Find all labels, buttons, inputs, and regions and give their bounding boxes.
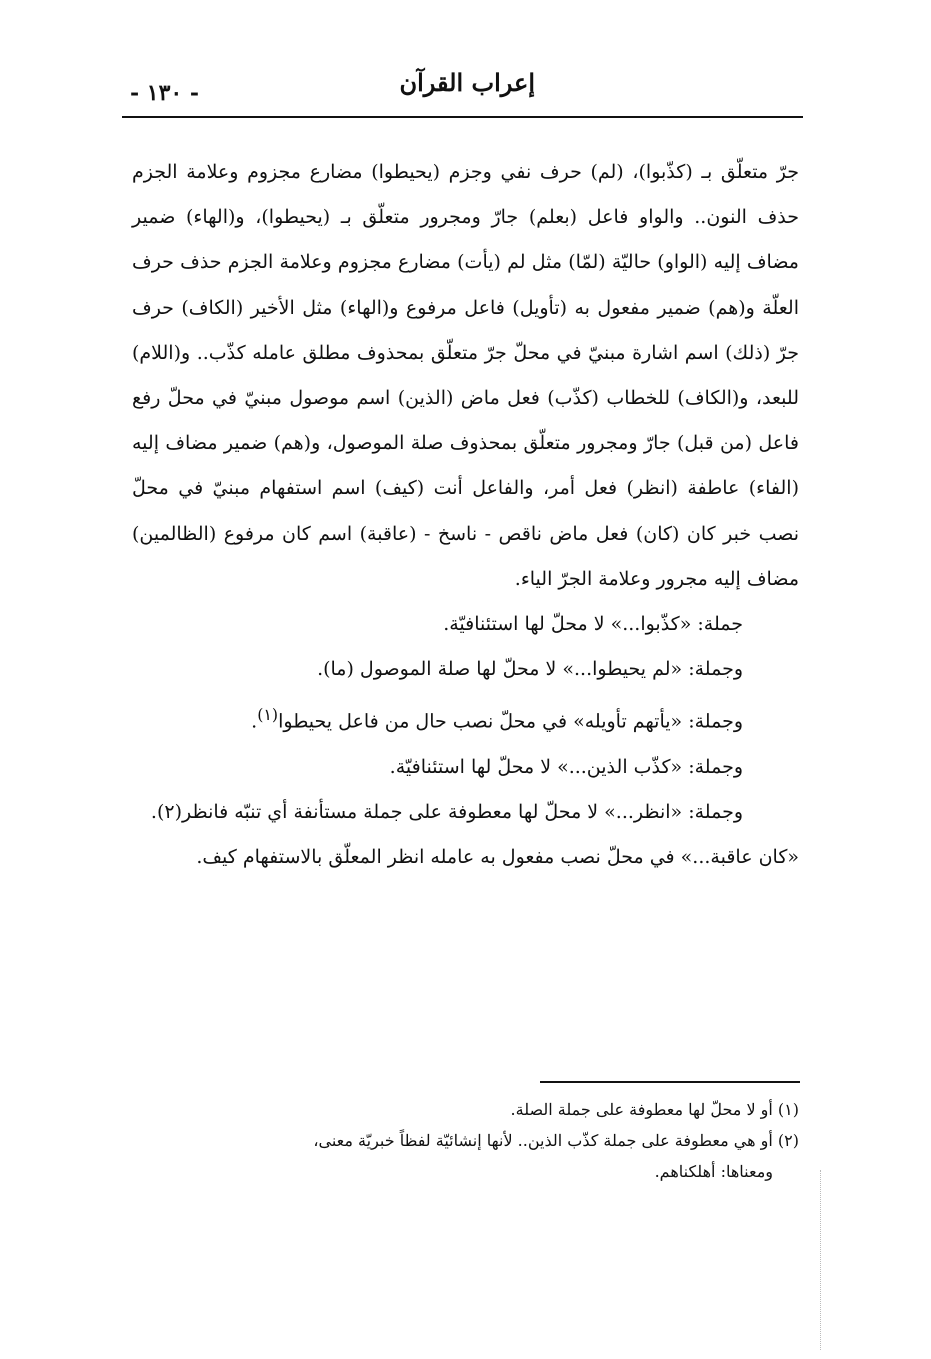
scan-margin-mark	[820, 1170, 822, 1350]
main-text	[132, 150, 799, 881]
clause-line-5: وجملة: «انظر...» لا محلّ لها معطوفة على جملة مستأنفة أي تنبّه فانظر(٢).	[150, 801, 743, 824]
footnote-ref-2: (٢)	[156, 801, 183, 824]
footnote-ref-1: (١)	[257, 705, 279, 725]
clause-line-6: «كان عاقبة...» في محلّ نصب مفعول به عامله انظر المعلّق بالاستفهام كيف.	[196, 846, 799, 869]
footnote-2: (٢) أو هي معطوفة على جملة كذّب الذين.. لأنها إنشائيّة لفظاً خبريّة معنى،	[313, 1131, 799, 1150]
page-title: إعراب القرآن	[399, 68, 535, 97]
footnote-divider	[540, 1081, 800, 1083]
clause-line-2: وجملة: «لم يحيطوا...» لا محلّ لها صلة الموصول (ما).	[317, 658, 743, 681]
clause-line-3: وجملة: «يأتهم تأويله» في محلّ نصب حال من فاعل يحيطوا$^{(١)}$.	[251, 705, 743, 733]
footnotes	[132, 1094, 799, 1187]
footnote-1: (١) أو لا محلّ لها معطوفة على جملة الصلة.	[510, 1100, 799, 1119]
clause-text-5: وجملة: «انظر...» لا محلّ لها معطوفة على جملة مستأنفة أي تنبّه فانظر	[182, 801, 743, 824]
footnote-2-continuation: ومعناها: أهلكناهم.	[654, 1162, 773, 1181]
clause-line-1: جملة: «كذّبوا...» لا محلّ لها استئنافيّة.	[443, 613, 743, 636]
header-divider	[122, 116, 803, 118]
page-header	[122, 62, 803, 112]
paragraph-parsing: جرّ متعلّق بـ (كذّبوا)، (لم) حرف نفي وجزم (يحيطوا) مضارع مجزوم وعلامة الجزم حذف النون.. والواو فاعل (بعلم) جارّ ومجرور متعلّق بـ (يحيطوا)، و(الهاء) ضمير مضاف إليه (الواو) حاليّة (لمّا) مثل لم (يأت) مضارع مجزوم وعلامة الجزم حذف حرف العلّة و(هم) ضمير مفعول به (تأويل) فاعل مرفوع و(الهاء) مثل الأخير (الكاف) حرف جرّ (ذلك) اسم اشارة مبنيّ في محلّ جرّ متعلّق بمحذوف مطلق عامله كذّب.. و(اللام) للبعد، و(الكاف) للخطاب (كذّب) فعل ماض (الذين) اسم موصول مبنيّ في محلّ رفع فاعل (من قبل) جارّ ومجرور متعلّق بمحذوف صلة الموصول، و(هم) ضمير مضاف إليه (الفاء) عاطفة (انظر) فعل أمر، والفاعل أنت (كيف) اسم استفهام مبنيّ في محلّ نصب خبر كان (كان) فعل ماض ناقص - ناسخ - (عاقبة) اسم كان مرفوع (الظالمين) مضاف إليه مجرور وعلامة الجرّ الياء.	[132, 161, 799, 590]
clause-line-4: وجملة: «كذّب الذين...» لا محلّ لها استئنافيّة.	[389, 755, 743, 778]
clause-text-3: وجملة: «يأتهم تأويله» في محلّ نصب حال من فاعل يحيطوا	[278, 710, 743, 733]
page-number: - ١٣٠ -	[130, 80, 200, 106]
